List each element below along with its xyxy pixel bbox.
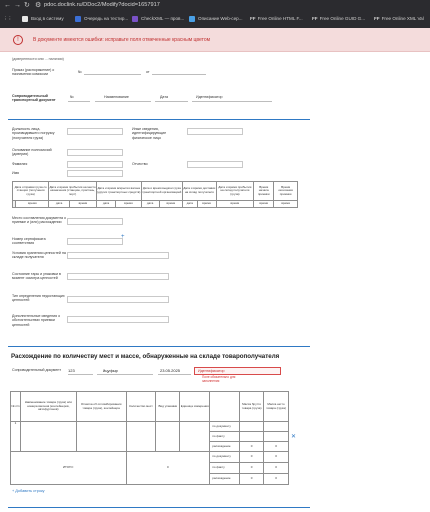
disc-col-net: Масса нетто товара (груза) [264,392,289,422]
name-input[interactable] [67,170,123,177]
site-info-icon[interactable]: ⚙ [35,2,42,9]
disc-net-value: 0 [264,442,289,452]
disc-gross-value: 0 [240,442,264,452]
dates-col-header: Дата и время прибытия на склад получателя (груза) [216,182,254,201]
bookmark-login[interactable] [22,14,72,24]
dates-col-header: Время начала приемки [254,182,274,201]
dates-sub-time[interactable]: время [197,201,216,208]
disc-row-num: 1 [11,422,21,452]
disc-gross-cell[interactable] [240,432,264,442]
section-divider [8,119,310,120]
dates-sub-time[interactable]: время [216,201,254,208]
disc-doc-date-underline [158,374,191,375]
bookmark-label: Free Online HTML F... [257,16,303,21]
place-label: Место составления документа о приемке и (или) расхождении [12,216,67,225]
dates-sub-date[interactable]: дата [49,201,70,208]
error-icon: ! [13,35,23,45]
disc-total-label: ИТОГО: [11,452,127,485]
forward-icon[interactable]: → [14,2,21,9]
bookmark-label: Описание Web-сер... [198,16,243,21]
disc-total-row-label: по факту [210,463,240,474]
apps-icon[interactable]: ⋮⋮ [3,16,13,21]
dates-sub-time[interactable]: время [16,201,49,208]
discrepancy-title: Расхождение по количеству мест и массе, обнаруженные на складе товарополучателя [11,353,280,360]
dates-col-header: Дата отправки груза со станции (получения груза) [13,182,49,201]
disc-net-cell[interactable] [264,432,289,442]
bookmark-webservice[interactable] [189,14,247,24]
add-row-label: Добавить строку [15,489,45,493]
disc-doc-date[interactable]: 23.05.2025 [160,368,181,373]
bookmark-icon [132,16,138,22]
disc-id-input[interactable]: Идентификатор [194,367,281,375]
accompany-date-label: Дата [160,95,168,99]
disc-col-spacer [210,392,240,422]
disc-unit-cell[interactable] [180,422,210,452]
extra-label: Дополнительные сведения о обстоятельствах приемки ценностей [12,314,61,327]
add-cert-icon[interactable]: + [121,234,125,240]
dates-col-header: Время окончания приемки [274,182,298,201]
bookmark-label: Вход в систему [31,16,64,21]
packaging-input[interactable] [67,273,169,280]
bookmark-label: Free Online XML Val [381,16,424,21]
section-divider [8,346,310,347]
disc-total-row-label: по документу [210,452,240,463]
accompany-doc-label: Сопроводительный транспортный документ [12,94,56,103]
disc-total-gross: 0 [240,452,264,463]
discrepancy-table [10,391,289,485]
error-alert-text: В документе имеются ошибки: исправьте поля отмеченные красным цветом [33,37,211,43]
accompany-id-label: Идентификатор [196,95,223,99]
basis-label: Основание полномочий (доверия) [12,148,52,157]
dates-sub-date[interactable]: дата [141,201,159,208]
disc-doc-label: Сопроводительный документ [12,368,62,372]
disc-total-net: 0 [264,463,289,474]
dates-table [12,181,298,208]
name-label: Имя [12,171,19,175]
ff-icon: FF [312,16,318,21]
ff-icon: FF [250,16,256,21]
bookmark-xml-validator[interactable] [374,14,430,24]
bookmark-guid[interactable] [312,14,372,24]
disc-total-gross: 0 [240,463,264,474]
order-number-input[interactable] [84,74,141,75]
position-input[interactable] [67,128,123,135]
disc-mark-cell[interactable] [76,422,126,452]
disc-gross-cell[interactable] [240,422,264,432]
surname-label: Фамилия [12,162,28,166]
disc-pack-cell[interactable] [156,422,180,452]
method-input[interactable] [67,296,169,303]
bookmark-label: Очередь на тестир... [84,16,129,21]
disc-row-label: по факту [210,432,240,442]
disc-col-mark: Отметка об опломбировании товара (груза), контейнера [76,392,126,422]
accompany-num-label: № [70,95,74,99]
order-date-input[interactable] [152,74,206,75]
other-details-label: Иные сведения, идентифицирующие физическое лицо [132,127,167,140]
disc-col-pack: Вид упаковки [156,392,180,422]
reload-icon[interactable]: ↻ [24,2,30,9]
disc-col-places: Количество мест [126,392,156,422]
place-input[interactable] [67,218,123,225]
storage-label: Условия хранения ценностей на складе получателя [12,251,66,260]
disc-total-row-label: расхождение [210,474,240,485]
order-from-label: от [146,70,150,74]
bookmark-checkxml[interactable] [132,14,187,24]
dates-col-header: Дата и время вскрытия вагона (других транспортных средств) [96,182,141,201]
disc-col-gross: Масса брутто товара (груза) [240,392,264,422]
bookmark-label: CheckXML — пров... [141,16,185,21]
dates-sub-time[interactable]: время [254,201,274,208]
dates-sub-date[interactable]: дата [183,201,198,208]
disc-name-cell[interactable] [20,422,76,452]
order-label: Приказ (распоряжение) о назначении комиссии [12,68,55,77]
disc-doc-name[interactable]: йцуфыр [103,368,118,373]
disc-doc-number-underline [68,374,93,375]
bookmark-icon [75,16,81,22]
disc-places-cell[interactable] [126,422,156,452]
dates-sub-time[interactable]: время [116,201,141,208]
dates-col-header: Дата и время доставки на склад получателя [183,182,217,201]
bookmark-icon [22,16,28,22]
surname-input[interactable] [67,161,123,168]
disc-net-cell[interactable] [264,422,289,432]
patronymic-label: Отчество [132,162,148,166]
packaging-label: Состояние тары и упаковки в момент осмотра ценностей [12,272,61,281]
section-divider [8,507,310,508]
delete-row-icon[interactable]: ✕ [291,434,297,440]
disc-id-error: Поле обязательно для заполнения [202,375,236,383]
other-details-input[interactable] [187,128,243,135]
disc-total-net: 0 [264,474,289,485]
disc-row-label: расхождение [210,442,240,452]
bookmark-html-formatter[interactable] [250,14,310,24]
disc-col-name: Наименование товара (груза) или номера вагонов (контейнеров, автофургонов) [20,392,76,422]
storage-input[interactable] [67,252,169,259]
patronymic-input[interactable] [187,161,243,168]
disc-total-net: 0 [264,452,289,463]
disc-row-label: по документу [210,422,240,432]
cert-label: Номер сертификата соответствия [12,237,46,246]
extra-input[interactable] [67,316,169,323]
basis-input[interactable] [67,149,123,156]
add-row-link[interactable] [12,489,45,493]
dates-col-header: Дата и время прибытия на место назначения (станцию, пристань, порт) [49,182,97,201]
cert-input[interactable] [67,238,123,245]
dates-sub-date[interactable]: дата [96,201,115,208]
accompany-name-input[interactable] [95,101,151,102]
bookmark-queue[interactable] [75,14,130,24]
accompany-date-input[interactable] [155,101,188,102]
accompany-name-label: Наименование [104,95,129,99]
disc-total-gross: 0 [240,474,264,485]
bookmark-icon [189,16,195,22]
method-label: Тип определения недостающих ценностей [12,294,65,303]
bookmark-label: Free Online GUID G... [319,16,366,21]
order-num-label: № [78,70,82,74]
disc-doc-number[interactable]: 123 [68,368,75,373]
dates-sub-time[interactable]: время [274,201,298,208]
ff-icon: FF [374,16,380,21]
back-icon[interactable]: ← [4,2,11,9]
accompany-num-input[interactable] [68,101,90,102]
address-bar[interactable]: pdoc.doclink.ru/DDoc2/Modify?docid=1657917 [44,2,160,8]
disc-col-num: № п/п [11,392,21,422]
position-label: Должность лица, производившего погрузку (получателя груза) [12,127,55,140]
accompany-id-input[interactable] [192,101,272,102]
disc-total-places: 0 [126,452,210,485]
disc-doc-name-underline [97,374,153,375]
dates-col-header: Дата и время выдачи груза транспортной организацией [141,182,182,201]
dates-sub-time[interactable]: время [69,201,96,208]
add-row-icon: + [12,489,16,493]
dates-sub-time[interactable]: время [159,201,182,208]
disc-col-unit: Единица измерения [180,392,210,422]
cut-field-label: (доверенности или ... наличии) [12,57,64,61]
